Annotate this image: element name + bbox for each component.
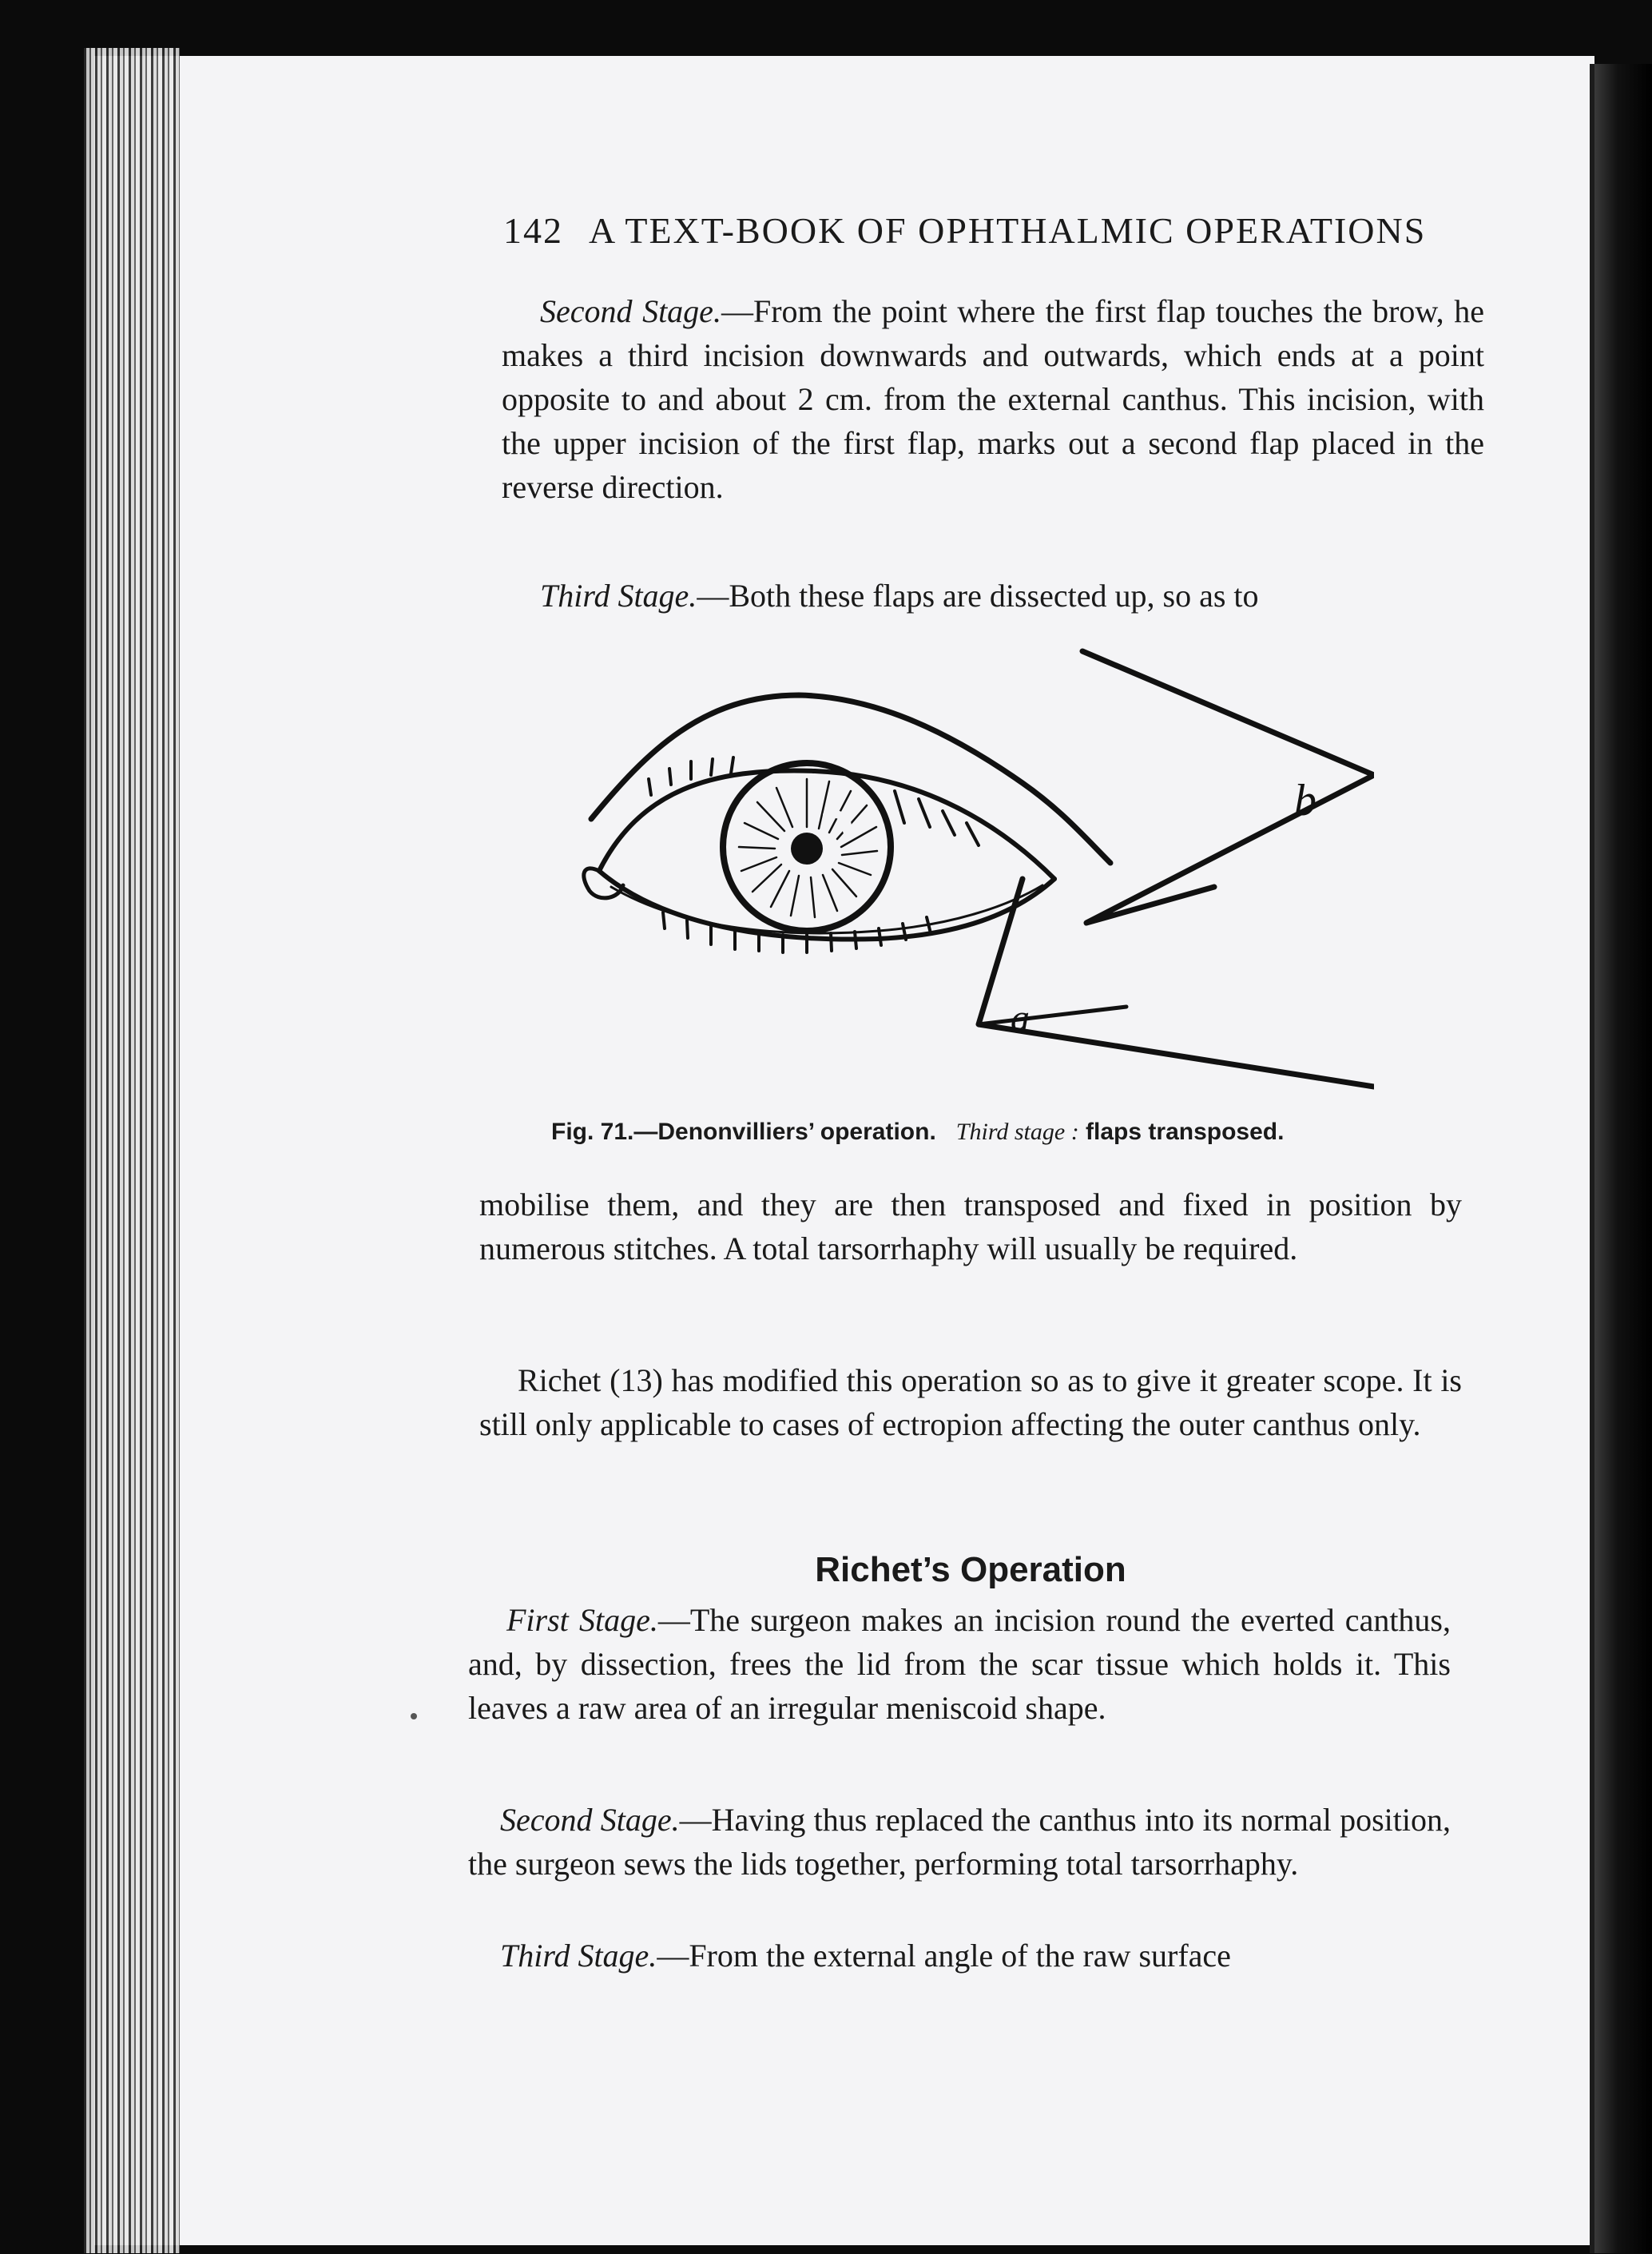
paragraph-text: Richet (13) has modified this operation so as to give it greater scope. It is still only applicable to cases of ectropion affecting the outer canthus only. — [479, 1362, 1462, 1442]
flap-b-lower-edge — [1086, 775, 1374, 923]
flap-label-b: b — [1294, 776, 1316, 825]
paragraph-richet-first-stage — [468, 1598, 1451, 1730]
paragraph-text: —Both these flaps are dissected up, so as to — [697, 578, 1259, 614]
ink-speck — [411, 1713, 417, 1719]
paragraph-text: —From the point where the first flap touches the brow, he makes a third incision downwards and outwards, which ends at a point opposite to and about 2 cm. from the external canthus. This incision, with the upper incision of the first flap, marks out a second flap placed in the reverse direction. — [502, 293, 1485, 505]
stage-lead: Second Stage. — [540, 293, 721, 329]
running-header — [503, 209, 1470, 252]
section-heading: Richet’s Operation — [815, 1550, 1126, 1589]
paragraph-richet-second-stage — [468, 1798, 1451, 1886]
running-title: A TEXT-BOOK OF OPHTHALMIC OPERATIONS — [589, 210, 1427, 251]
flap-b-upper-edge — [1082, 651, 1374, 775]
paragraph-mobilise — [479, 1183, 1462, 1270]
pupil — [791, 833, 823, 865]
paragraph-text: —Having thus replaced the canthus into its normal position, the surgeon sews the lids together, performing total tarsorrhaphy. — [468, 1802, 1451, 1882]
stage-lead: Second Stage. — [500, 1802, 680, 1838]
stage-lead: Third Stage. — [500, 1938, 657, 1974]
flap-a-edge — [979, 879, 1374, 1087]
paragraph-text: mobilise them, and they are then transposed and fixed in position by numerous stitches. A total tarsorrhaphy will usually be required. — [479, 1187, 1462, 1266]
paragraph-third-stage — [502, 574, 1484, 618]
paragraph-text: —From the external angle of the raw surface — [657, 1938, 1231, 1974]
paragraph-text: —The surgeon makes an incision round the everted canthus, and, by dissection, frees the lid from the scar tissue which holds it. This leaves a raw area of an irregular meniscoid shape. — [468, 1602, 1451, 1726]
paragraph-second-stage — [502, 289, 1484, 509]
page-edges — [84, 48, 180, 2253]
stage-lead: Third Stage. — [540, 578, 697, 614]
page-number: 142 — [503, 210, 563, 251]
figure-description: flaps transposed. — [1086, 1119, 1285, 1145]
paragraph-richet-third-stage — [468, 1934, 1451, 1978]
paragraph-richet-intro — [479, 1358, 1462, 1446]
figure-caption — [551, 1119, 1366, 1146]
scan-border — [1594, 64, 1652, 2253]
figure-title: —Denonvilliers’ operation. — [633, 1119, 936, 1145]
flap-a-top — [979, 1007, 1126, 1024]
light-reflex — [827, 814, 848, 831]
stage-lead: First Stage. — [506, 1602, 658, 1638]
upper-eyelid — [599, 770, 1054, 879]
flap-label-a: a — [1011, 997, 1030, 1040]
figure-number: Fig. 71. — [551, 1119, 634, 1145]
figure-stage: Third stage : — [955, 1119, 1079, 1145]
figure-71-illustration — [575, 631, 1374, 1095]
